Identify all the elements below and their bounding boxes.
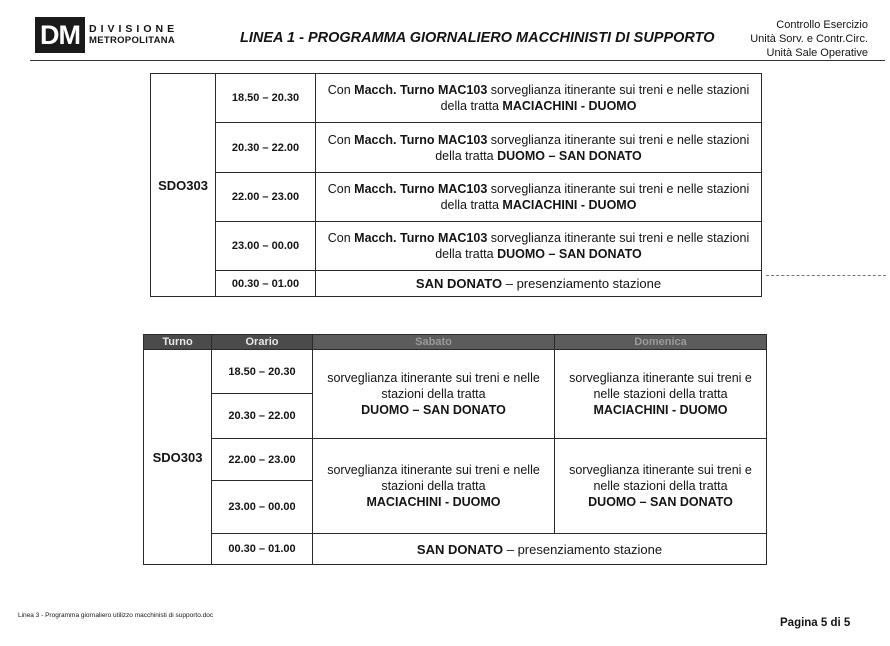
- description-cell: Con Macch. Turno MAC103 sorveglianza itinerante sui treni e nelle stazioni della tratta MACIACHINI - DUOMO: [316, 74, 762, 123]
- schedule-table-1: [150, 73, 762, 297]
- table-row: [151, 271, 762, 297]
- header-orario: Orario: [212, 335, 313, 350]
- header-turno: Turno: [144, 335, 212, 350]
- description-cell: SAN DONATO – presenziamento stazione: [313, 534, 767, 565]
- table-row: [144, 534, 767, 565]
- time-cell: 23.00 – 00.00: [216, 222, 316, 271]
- table-row: [151, 74, 762, 123]
- time-cell: 20.30 – 22.00: [216, 123, 316, 173]
- document-title: LINEA 1 - PROGRAMMA GIORNALIERO MACCHINISTI DI SUPPORTO: [240, 30, 715, 46]
- org-line-2: Unità Sorv. e Contr.Circ.: [750, 33, 868, 45]
- logo-mark: DM: [35, 17, 85, 53]
- time-cell: 00.30 – 01.00: [216, 271, 316, 297]
- logo-line-1: DIVISIONE: [89, 23, 179, 35]
- sabato-cell: sorveglianza itinerante sui treni e nelle stazioni della tratta MACIACHINI - DUOMO: [313, 439, 555, 534]
- sabato-cell: sorveglianza itinerante sui treni e nelle stazioni della tratta DUOMO – SAN DONATO: [313, 350, 555, 439]
- time-cell: 20.30 – 22.00: [212, 394, 313, 439]
- table-row: [144, 350, 767, 394]
- header-domenica: Domenica: [555, 335, 767, 350]
- turno-cell: SDO303: [151, 74, 216, 297]
- logo-line-2: METROPOLITANA: [89, 35, 176, 46]
- domenica-cell: sorveglianza itinerante sui treni e nelle stazioni della tratta MACIACHINI - DUOMO: [555, 350, 767, 439]
- logo: [35, 17, 178, 53]
- organization-block: [750, 18, 868, 60]
- logo-text: [89, 23, 178, 47]
- description-cell: Con Macch. Turno MAC103 sorveglianza itinerante sui treni e nelle stazioni della tratta DUOMO – SAN DONATO: [316, 123, 762, 173]
- header-divider: [30, 60, 885, 61]
- table-row: [151, 123, 762, 173]
- org-line-1: Controllo Esercizio: [776, 19, 868, 31]
- description-cell: SAN DONATO – presenziamento stazione: [316, 271, 762, 297]
- table-row: [151, 173, 762, 222]
- time-cell: 22.00 – 23.00: [216, 173, 316, 222]
- time-cell: 00.30 – 01.00: [212, 534, 313, 565]
- footer-filename: Linea 3 - Programma giornaliero utilizzo macchinisti di supporto.doc: [18, 612, 214, 619]
- time-cell: 23.00 – 00.00: [212, 481, 313, 534]
- schedule-table-2: [143, 334, 767, 565]
- scan-artifact-line: [766, 275, 886, 276]
- table-row: [144, 439, 767, 481]
- time-cell: 18.50 – 20.30: [216, 74, 316, 123]
- description-cell: Con Macch. Turno MAC103 sorveglianza itinerante sui treni e nelle stazioni della tratta DUOMO – SAN DONATO: [316, 222, 762, 271]
- table-header-row: [144, 335, 767, 350]
- time-cell: 18.50 – 20.30: [212, 350, 313, 394]
- domenica-cell: sorveglianza itinerante sui treni e nelle stazioni della tratta DUOMO – SAN DONATO: [555, 439, 767, 534]
- time-cell: 22.00 – 23.00: [212, 439, 313, 481]
- header-sabato: Sabato: [313, 335, 555, 350]
- turno-cell: SDO303: [144, 350, 212, 565]
- description-cell: Con Macch. Turno MAC103 sorveglianza itinerante sui treni e nelle stazioni della tratta MACIACHINI - DUOMO: [316, 173, 762, 222]
- page-number: Pagina 5 di 5: [780, 617, 851, 629]
- org-line-3: Unità Sale Operative: [766, 47, 868, 59]
- table-row: [151, 222, 762, 271]
